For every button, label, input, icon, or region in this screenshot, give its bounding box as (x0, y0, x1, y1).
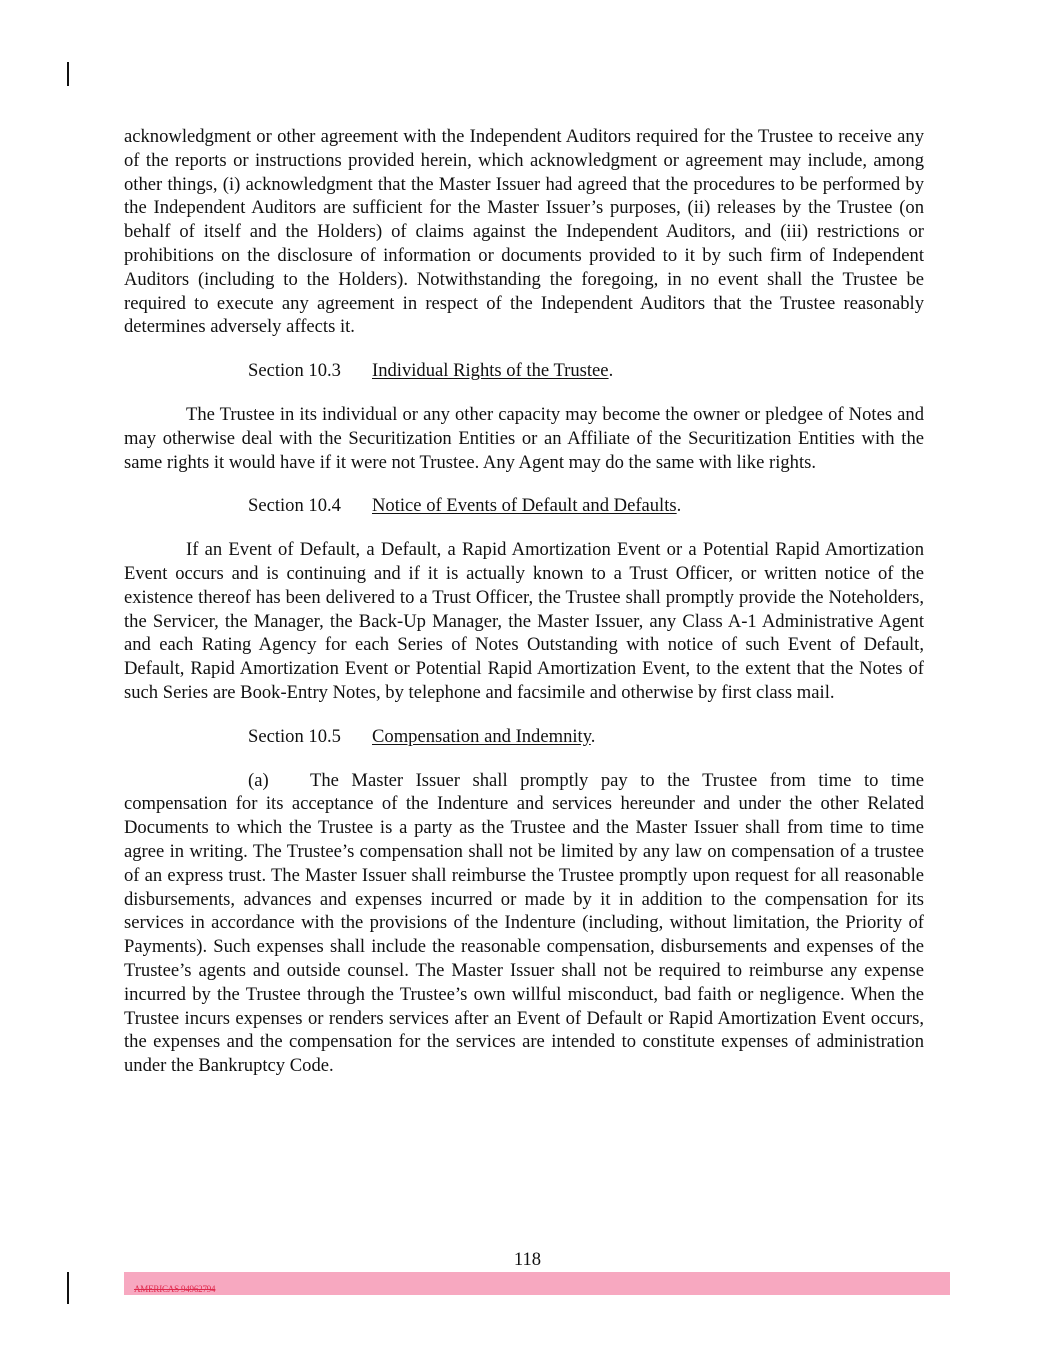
section-number: Section 10.5 (248, 725, 341, 747)
paragraph-compensation-text: The Master Issuer shall promptly pay to the Trustee from time to time compensation for its acceptance of the Indenture and services hereunder and under the other Related Documents to which the Trustee is a party as the Trustee and the Master Issuer shall from time to time agree in writing. The Trustee’s compensation shall not be limited by any law on compensation of a trustee of an express trust. The Master Issuer shall reimburse the Trustee promptly upon request for all reasonable disbursements, advances and expenses incurred or made by it in addition to the compensation for its services in accordance with the provisions of the Indenture (including, without limitation, the Priority of Payments). Such expenses shall include the reasonable compensation, disbursements and expenses of the Trustee’s agents and outside counsel. The Master Issuer shall not be required to reimburse any expense incurred by the Trustee through the Trustee’s own willful misconduct, bad faith or negligence. When the Trustee incurs expenses or renders services after an Event of Default or Rapid Amortization Event occurs, the expenses and the compensation for the services are intended to constitute expenses of administration under the Bankruptcy Code. (124, 769, 924, 1077)
section-title: Individual Rights of the Trustee (372, 360, 609, 382)
section-number: Section 10.3 (248, 360, 341, 382)
subsection-label: (a) (248, 769, 269, 791)
section-title: Notice of Events of Default and Defaults (372, 495, 677, 517)
section-heading-10-3 (248, 359, 924, 383)
paragraph-notice-of-default: If an Event of Default, a Default, a Rapid Amortization Event or a Potential Rapid Amortization Event occurs and is continuing and if it is actually known to a Trust Officer, or written notice of the existence thereof has been delivered to a Trust Officer, the Trustee shall promptly provide the Noteholders, the Servicer, the Manager, the Back-Up Manager, the Master Issuer, any Class A-1 Administrative Agent and each Rating Agency for each Series of Notes Outstanding with notice of such Event of Default, Default, Rapid Amortization Event or Potential Rapid Amortization Event, to the extent that the Notes of such Series are Book-Entry Notes, by telephone and facsimile and otherwise by first class mail. (124, 539, 924, 703)
section-heading-10-4 (248, 494, 924, 518)
section-title-period: . (608, 360, 614, 382)
footer-band (124, 1272, 950, 1295)
paragraph-individual-rights: The Trustee in its individual or any other capacity may become the owner or pledgee of Notes and may otherwise deal with the Securitization Entities or an Affiliate of the Securitization Entities with the same rights it would have if it were not Trustee. Any Agent may do the same with like rights. (124, 403, 924, 473)
page-number: 118 (513, 1249, 542, 1270)
section-number: Section 10.4 (248, 495, 341, 517)
section-title-period: . (590, 725, 596, 747)
document-body (124, 125, 924, 1078)
section-title: Compensation and Indemnity (372, 725, 591, 747)
paragraph-compensation (124, 769, 924, 1078)
paragraph-auditors-agreement: acknowledgment or other agreement with the Independent Auditors required for the Trustee to receive any of the reports or instructions provided herein, which acknowledgment or agreement may include, among other things, (i) acknowledgment that the Master Issuer had agreed that the procedures to be performed by the Independent Auditors are sufficient for the Master Issuer’s purposes, (ii) releases by the Trustee (on behalf of itself and the Holders) of claims against the Independent Auditors, and (iii) restrictions or prohibitions on the disclosure of information or documents provided to it by such firm of Independent Auditors (including to the Holders). Notwithstanding the foregoing, in no event shall the Trustee be required to execute any agreement in respect of the Independent Auditors that the Trustee reasonably determines adversely affects it. (124, 126, 924, 338)
change-bar-top (67, 62, 69, 86)
section-heading-10-5 (248, 725, 924, 749)
section-title-period: . (676, 495, 682, 517)
change-bar-bottom (67, 1272, 69, 1304)
footer-document-id: AMERICAS 94962794 (134, 1284, 216, 1294)
